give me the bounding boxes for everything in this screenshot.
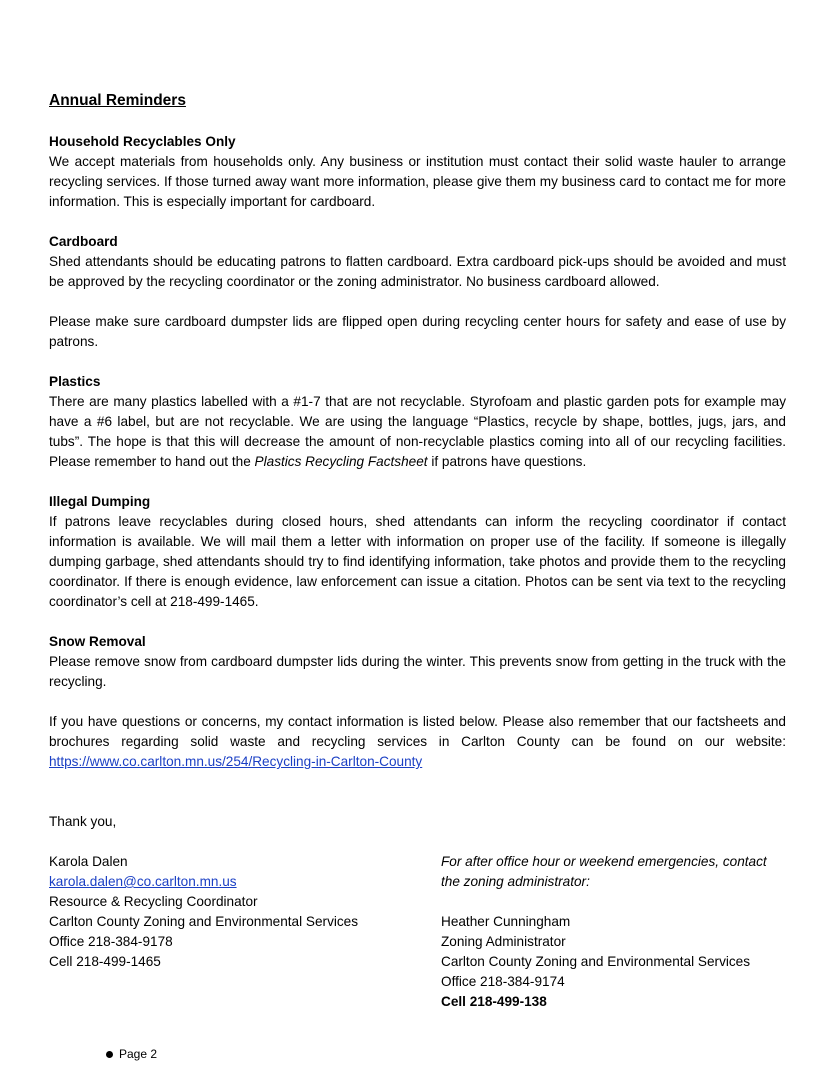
section-paragraph: If patrons leave recyclables during closed hours, shed attendants can inform the recycling coordinator if contact information is available. We will mail them a letter with information on proper use of the facility. If someone is illegally dumping garbage, shed attendants should try to find identifying information, take photos and provide them to the recycling coordinator. If there is enough evidence, law enforcement can issue a citation. Photos can be sent via text to the recycling coordinator’s cell at 218-499-1465. xyxy=(49,514,786,609)
contact-paragraph xyxy=(49,712,786,772)
page-title: Annual Reminders xyxy=(49,92,186,109)
section-heading: Cardboard xyxy=(49,234,118,249)
admin-cell-phone: Cell 218-499-138 xyxy=(441,994,547,1009)
signer-org: Carlton County Zoning and Environmental Services xyxy=(49,914,359,929)
section-heading: Illegal Dumping xyxy=(49,494,151,509)
section-snow-removal xyxy=(49,632,786,692)
emergency-note: the zoning administrator: xyxy=(441,874,590,889)
section-paragraph xyxy=(49,392,786,472)
paragraph-text: if patrons have questions. xyxy=(427,454,587,469)
contact-text: If you have questions or concerns, my contact information is listed below. Please also remember that our factsheets and brochures regarding solid waste and recycling services in Carlton County can be found on our website: xyxy=(49,714,786,749)
section-paragraph: We accept materials from households only. Any business or institution must contact their solid waste hauler to arrange recycling services. If those turned away want more information, please give them my business card to contact me for more information. This is especially important for cardboard. xyxy=(49,154,786,209)
website-link[interactable]: https://www.co.carlton.mn.us/254/Recycling-in-Carlton-County xyxy=(49,754,423,769)
signer-cell-phone: Cell 218-499-1465 xyxy=(49,954,161,969)
page-footer xyxy=(106,1047,157,1061)
section-heading: Household Recyclables Only xyxy=(49,134,236,149)
section-illegal-dumping xyxy=(49,492,786,612)
email-link[interactable]: karola.dalen@co.carlton.mn.us xyxy=(49,874,237,889)
emergency-note: For after office hour or weekend emergencies, contact xyxy=(441,854,767,869)
section-paragraph: Shed attendants should be educating patrons to flatten cardboard. Extra cardboard pick-ups should be avoided and must be approved by the recycling coordinator or the zoning administrator. No business cardboard allowed. xyxy=(49,254,786,289)
section-heading: Plastics xyxy=(49,374,101,389)
page-number: Page 2 xyxy=(119,1047,158,1061)
admin-name: Heather Cunningham xyxy=(441,914,571,929)
closing: Thank you, xyxy=(49,814,117,829)
section-paragraph: Please remove snow from cardboard dumpster lids during the winter. This prevents snow from getting in the truck with the recycling. xyxy=(49,654,786,689)
paragraph-text: There are many plastics labelled with a #1-7 that are not recyclable. Styrofoam and plastic garden pots for example may have a #6 label, but are not recyclable. We are using the language “Plastics, recycle by shape, bottles, jugs, jars, and tubs”. The hope is that this will decrease the amount of non-recyclable plastics coming into all of our recycling facilities. Please remember to hand out the xyxy=(49,394,786,469)
spacer xyxy=(441,892,786,912)
signature-left xyxy=(49,852,429,972)
admin-org: Carlton County Zoning and Environmental Services xyxy=(441,954,751,969)
section-paragraph: Please make sure cardboard dumpster lids are flipped open during recycling center hours for safety and ease of use by patrons. xyxy=(49,314,786,349)
bullet-icon xyxy=(106,1051,113,1058)
section-household-recyclables xyxy=(49,132,786,212)
admin-title: Zoning Administrator xyxy=(441,934,566,949)
signer-name: Karola Dalen xyxy=(49,854,128,869)
section-cardboard xyxy=(49,232,786,352)
factsheet-title: Plastics Recycling Factsheet xyxy=(254,454,428,469)
admin-office-phone: Office 218-384-9174 xyxy=(441,974,565,989)
document-page xyxy=(49,90,786,1012)
section-heading: Snow Removal xyxy=(49,634,146,649)
signature-block xyxy=(49,852,786,1012)
signer-office-phone: Office 218-384-9178 xyxy=(49,934,173,949)
signature-right xyxy=(441,852,786,1012)
section-plastics xyxy=(49,372,786,472)
signer-title: Resource & Recycling Coordinator xyxy=(49,894,258,909)
